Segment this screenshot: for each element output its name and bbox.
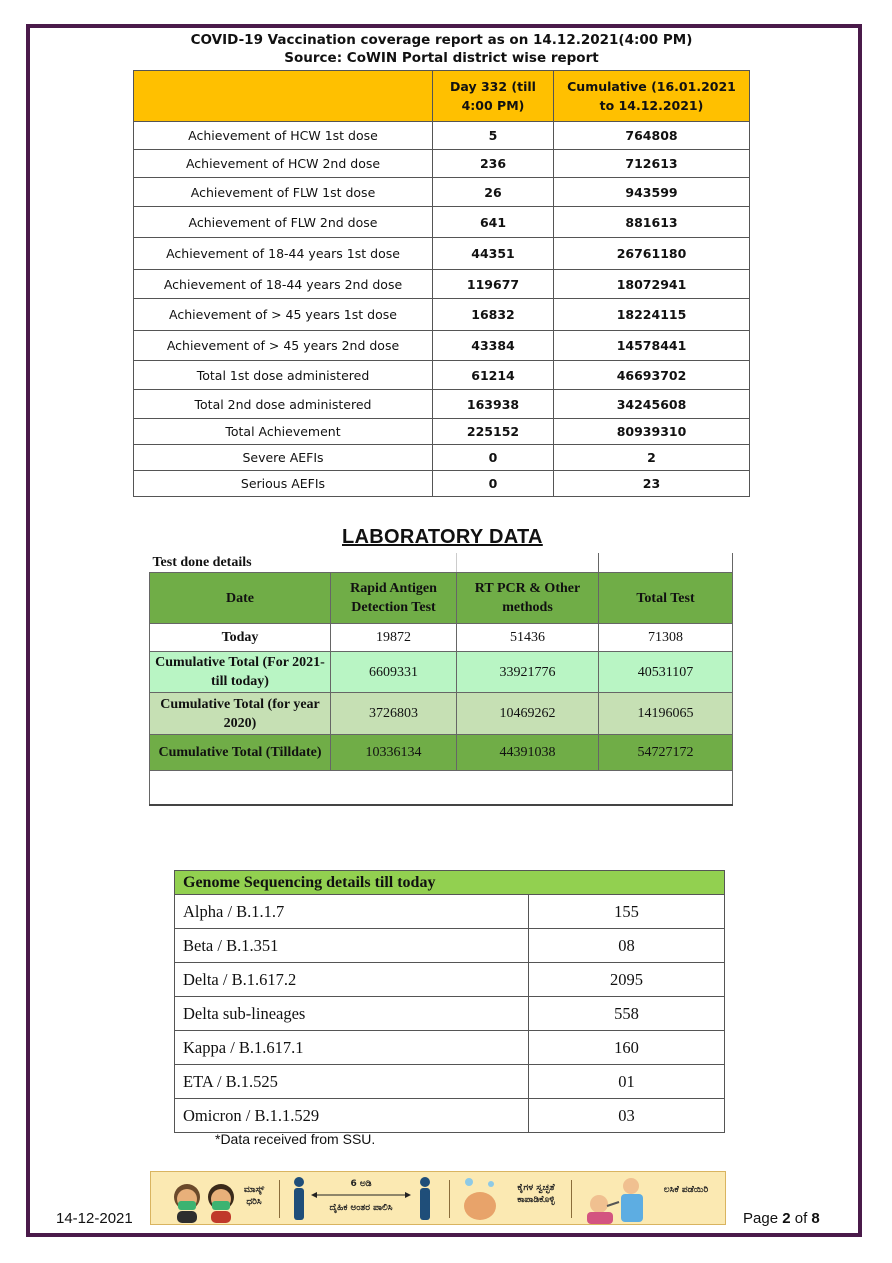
- lab-header-rat: Rapid Antigen Detection Test: [331, 573, 457, 624]
- row-cumulative-value: 34245608: [554, 390, 750, 419]
- page-indicator: [743, 1210, 820, 1227]
- genome-title: Genome Sequencing details till today: [175, 871, 725, 895]
- banner-divider: [571, 1180, 572, 1218]
- distance-arrow-icon: [311, 1190, 411, 1200]
- row-label: Achievement of FLW 2nd dose: [134, 207, 433, 238]
- lab-row-rtpcr: 33921776: [457, 652, 599, 693]
- row-cumulative-value: 46693702: [554, 361, 750, 390]
- table-row: [175, 963, 725, 997]
- table-row: [134, 390, 750, 419]
- row-day-value: 44351: [433, 238, 554, 270]
- table-row: [175, 1099, 725, 1133]
- table-row: [134, 150, 750, 178]
- page-total: 8: [811, 1210, 820, 1227]
- genome-variant-count: 01: [529, 1065, 725, 1099]
- lab-row-rat: 10336134: [331, 735, 457, 771]
- row-cumulative-value: 26761180: [554, 238, 750, 270]
- genome-variant-name: Kappa / B.1.617.1: [175, 1031, 529, 1065]
- genome-variant-name: Omicron / B.1.1.529: [175, 1099, 529, 1133]
- lab-row-total: 54727172: [599, 735, 733, 771]
- lab-row-date: Cumulative Total (for year 2020): [150, 693, 331, 735]
- lab-header-date: Date: [150, 573, 331, 624]
- table-row: [150, 624, 733, 652]
- covid-advisory-banner: [150, 1171, 726, 1225]
- table-row: [134, 471, 750, 497]
- genome-table: [174, 870, 725, 1133]
- row-label: Achievement of 18-44 years 1st dose: [134, 238, 433, 270]
- lab-section-blank: [457, 553, 599, 573]
- row-day-value: 641: [433, 207, 554, 238]
- table-row: [150, 693, 733, 735]
- row-label: Achievement of > 45 years 2nd dose: [134, 331, 433, 361]
- vaccination-table: [133, 70, 750, 497]
- table-row: [175, 929, 725, 963]
- table-row: [134, 331, 750, 361]
- genome-variant-count: 155: [529, 895, 725, 929]
- lab-empty-row: [150, 771, 733, 806]
- row-cumulative-value: 14578441: [554, 331, 750, 361]
- row-day-value: 61214: [433, 361, 554, 390]
- lab-row-rat: 6609331: [331, 652, 457, 693]
- lab-section-blank: [599, 553, 733, 573]
- lab-section-label: Test done details: [152, 555, 252, 570]
- banner-divider: [279, 1180, 280, 1218]
- lab-row-total: 71308: [599, 624, 733, 652]
- vaccination-title: [133, 31, 750, 67]
- row-label: Achievement of 18-44 years 2nd dose: [134, 270, 433, 299]
- genome-variant-name: Delta / B.1.617.2: [175, 963, 529, 997]
- distance-caption: ದೈಹಿಕ ಅಂತರ ಪಾಲಿಸಿ: [329, 1203, 393, 1213]
- row-day-value: 26: [433, 178, 554, 207]
- table-row: [134, 270, 750, 299]
- row-cumulative-value: 18224115: [554, 299, 750, 331]
- table-row: [134, 445, 750, 471]
- row-cumulative-value: 712613: [554, 150, 750, 178]
- banner-divider: [449, 1180, 450, 1218]
- page-of: of: [794, 1210, 808, 1227]
- vaccination-title-line2: Source: CoWIN Portal district wise report: [284, 50, 599, 66]
- table-row: [175, 1031, 725, 1065]
- lab-row-rat: 3726803: [331, 693, 457, 735]
- genome-variant-count: 558: [529, 997, 725, 1031]
- genome-variant-name: ETA / B.1.525: [175, 1065, 529, 1099]
- row-cumulative-value: 23: [554, 471, 750, 497]
- row-day-value: 43384: [433, 331, 554, 361]
- lab-header-rtpcr: RT PCR & Other methods: [457, 573, 599, 624]
- row-cumulative-value: 764808: [554, 122, 750, 150]
- table-row: [175, 1065, 725, 1099]
- table-row: [134, 238, 750, 270]
- person-left-icon: [289, 1176, 309, 1222]
- lab-section-row: [150, 553, 733, 573]
- row-day-value: 0: [433, 471, 554, 497]
- header-day-cell: Day 332 (till 4:00 PM): [433, 71, 554, 122]
- lab-row-rtpcr: 44391038: [457, 735, 599, 771]
- row-day-value: 5: [433, 122, 554, 150]
- genome-header-row: [175, 871, 725, 895]
- header-blank-cell: [134, 71, 433, 122]
- row-label: Achievement of > 45 years 1st dose: [134, 299, 433, 331]
- genome-variant-count: 2095: [529, 963, 725, 997]
- genome-variant-name: Alpha / B.1.1.7: [175, 895, 529, 929]
- table-row: [134, 207, 750, 238]
- table-row: [134, 419, 750, 445]
- row-day-value: 236: [433, 150, 554, 178]
- row-day-value: 163938: [433, 390, 554, 419]
- row-label: Total 2nd dose administered: [134, 390, 433, 419]
- row-day-value: 119677: [433, 270, 554, 299]
- distance-value: 6 ಅಡಿ: [350, 1179, 372, 1189]
- vaccine-caption: ಲಸಿಕೆ ಪಡೆಯಿರಿ: [663, 1185, 709, 1195]
- row-label: Total 1st dose administered: [134, 361, 433, 390]
- genome-variant-count: 03: [529, 1099, 725, 1133]
- lab-row-rtpcr: 51436: [457, 624, 599, 652]
- row-cumulative-value: 2: [554, 445, 750, 471]
- hand-washing-icon: [457, 1174, 503, 1224]
- lab-row-date: Cumulative Total (Tilldate): [150, 735, 331, 771]
- hand-hygiene-caption: ಕೈಗಳ ಸ್ವಚ್ಛತೆ ಕಾಪಾಡಿಕೊಳ್ಳಿ: [517, 1183, 555, 1205]
- row-day-value: 0: [433, 445, 554, 471]
- row-label: Total Achievement: [134, 419, 433, 445]
- row-label: Severe AEFIs: [134, 445, 433, 471]
- genome-variant-name: Beta / B.1.351: [175, 929, 529, 963]
- table-row: [134, 361, 750, 390]
- lab-header-total: Total Test: [599, 573, 733, 624]
- vaccination-title-line1: COVID-19 Vaccination coverage report as on 14.12.2021(4:00 PM): [190, 32, 693, 48]
- table-row: [150, 652, 733, 693]
- header-cumulative-cell: Cumulative (16.01.2021 to 14.12.2021): [554, 71, 750, 122]
- mask-caption: ಮಾಸ್ಕ್ ಧರಿಸಿ: [243, 1185, 265, 1207]
- vaccination-header-row: [134, 71, 750, 122]
- lab-row-rtpcr: 10469262: [457, 693, 599, 735]
- genome-variant-count: 160: [529, 1031, 725, 1065]
- table-row: [150, 735, 733, 771]
- table-row: [175, 997, 725, 1031]
- footer-date: 14-12-2021: [56, 1210, 133, 1227]
- lab-header-row: [150, 573, 733, 624]
- table-row: [134, 299, 750, 331]
- page-prefix: Page: [743, 1210, 779, 1227]
- data-source-note: *Data received from SSU.: [215, 1131, 376, 1147]
- lab-row-date: Today: [150, 624, 331, 652]
- row-label: Achievement of FLW 1st dose: [134, 178, 433, 207]
- genome-variant-name: Delta sub-lineages: [175, 997, 529, 1031]
- laboratory-title: LABORATORY DATA: [342, 526, 543, 548]
- row-label: Achievement of HCW 1st dose: [134, 122, 433, 150]
- row-day-value: 225152: [433, 419, 554, 445]
- row-cumulative-value: 80939310: [554, 419, 750, 445]
- row-cumulative-value: 881613: [554, 207, 750, 238]
- laboratory-table: [149, 553, 733, 806]
- lab-row-total: 40531107: [599, 652, 733, 693]
- lab-row-rat: 19872: [331, 624, 457, 652]
- lab-row-date: Cumulative Total (For 2021- till today): [150, 652, 331, 693]
- row-label: Achievement of HCW 2nd dose: [134, 150, 433, 178]
- table-row: [134, 178, 750, 207]
- lab-row-total: 14196065: [599, 693, 733, 735]
- table-row: [134, 122, 750, 150]
- vaccination-icon: [579, 1174, 659, 1224]
- page-number: 2: [782, 1210, 791, 1227]
- row-cumulative-value: 943599: [554, 178, 750, 207]
- row-cumulative-value: 18072941: [554, 270, 750, 299]
- row-day-value: 16832: [433, 299, 554, 331]
- person-right-icon: [415, 1176, 435, 1222]
- table-row: [175, 895, 725, 929]
- genome-variant-count: 08: [529, 929, 725, 963]
- lab-empty-cell: [150, 771, 733, 806]
- row-label: Serious AEFIs: [134, 471, 433, 497]
